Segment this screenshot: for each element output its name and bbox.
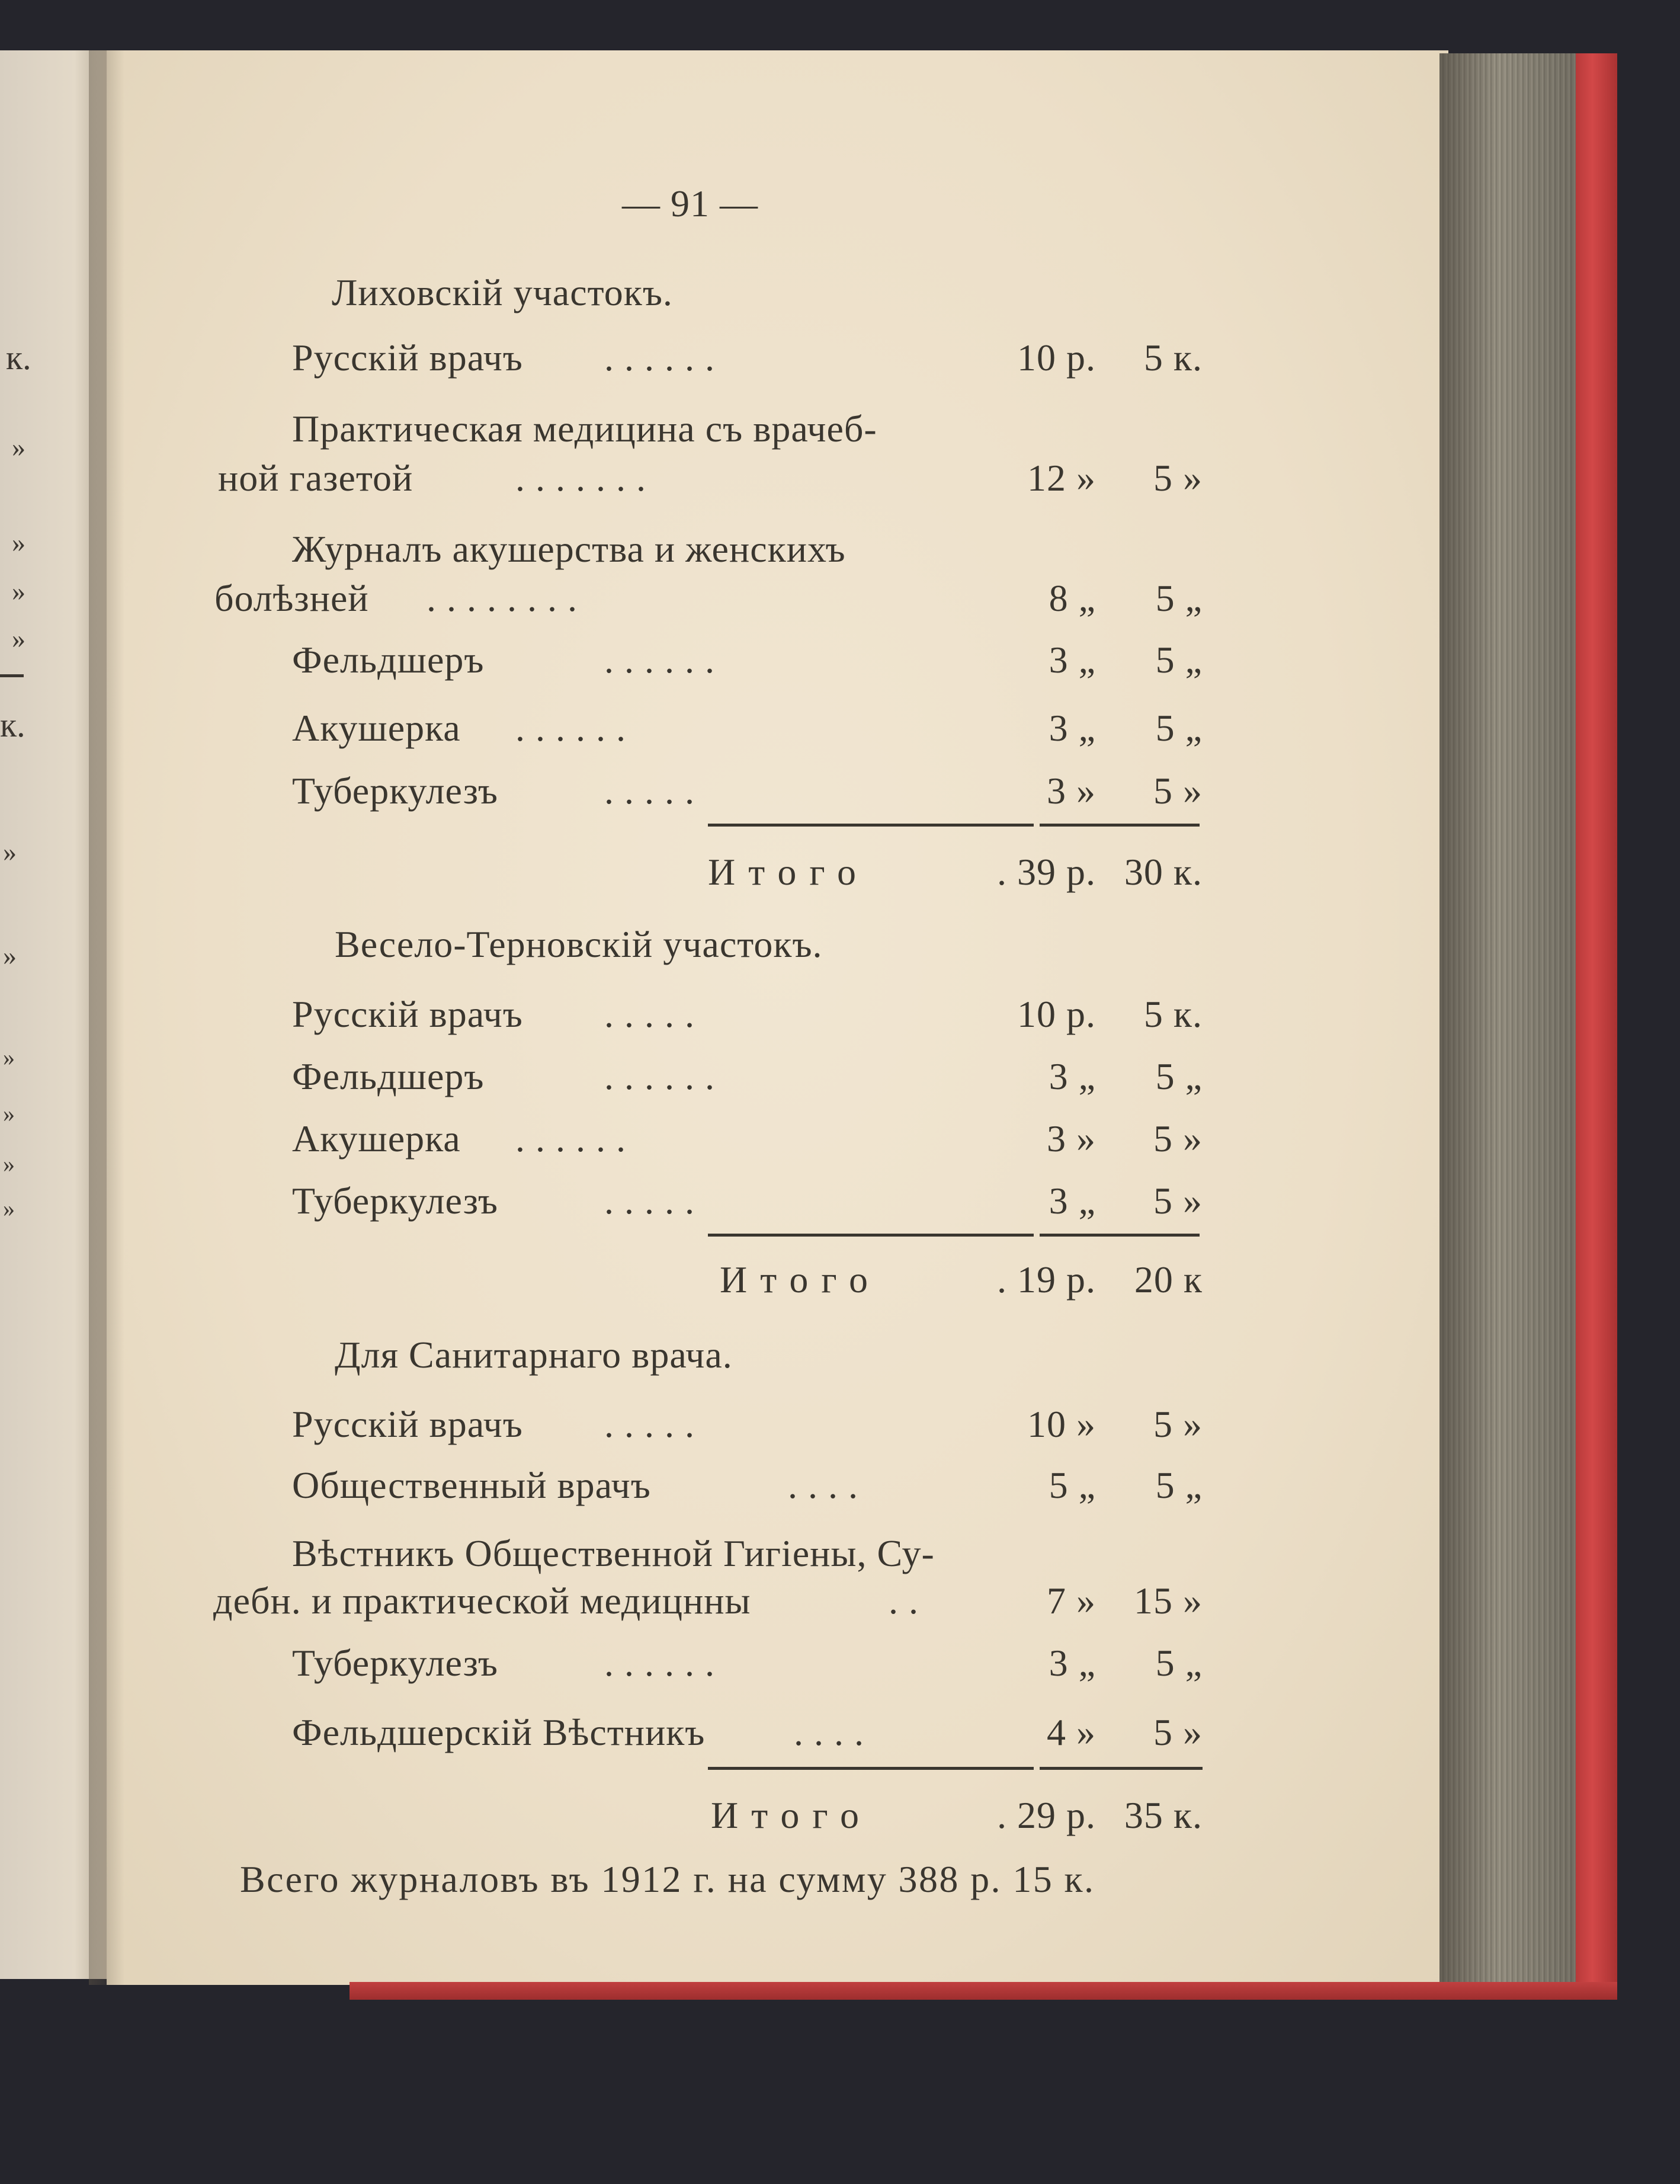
- total-label: Итого: [720, 1258, 881, 1301]
- page-edges-shade: [1439, 53, 1588, 1982]
- kopecks: 5 »: [1153, 457, 1203, 499]
- leader-dots: . . . .: [794, 1711, 864, 1753]
- leader-dots: . . . .: [788, 1464, 858, 1506]
- rubles: 10 »: [1027, 1403, 1096, 1445]
- sum-rule: [1040, 1767, 1203, 1770]
- item-name: Туберкулезъ: [292, 1642, 498, 1684]
- item-name: Русскій врачъ: [292, 1403, 523, 1445]
- rubles: 3 „: [1049, 1055, 1096, 1097]
- left-margin-mark: »: [3, 1151, 15, 1177]
- rubles: 3 »: [1047, 770, 1096, 812]
- item-name: Общественный врачъ: [292, 1464, 651, 1506]
- kopecks: 5 „: [1155, 1055, 1203, 1097]
- sum-rule: [1040, 824, 1200, 827]
- item-name: Акушерка: [292, 707, 461, 749]
- item-name: дебн. и практической медицнны: [213, 1580, 751, 1622]
- leader-dots: . . . . . .: [604, 1642, 715, 1684]
- item-name: Акушерка: [292, 1117, 461, 1160]
- left-margin-rule: [0, 674, 24, 677]
- item-name: Туберкулезъ: [292, 1180, 498, 1222]
- item-name: Фельдшеръ: [292, 1055, 485, 1097]
- kopecks: 5 „: [1155, 577, 1203, 619]
- red-cover-bottom: [350, 1982, 1617, 2000]
- kopecks: 5 »: [1153, 1711, 1203, 1753]
- rubles: 3 „: [1049, 639, 1096, 681]
- grand-total: Всего журналовъ въ 1912 г. на сумму 388 р. 15 к.: [240, 1858, 1095, 1900]
- total-label: Итого: [711, 1794, 872, 1836]
- rubles: 10 р.: [1017, 993, 1096, 1035]
- kopecks: 5 »: [1153, 1180, 1203, 1222]
- total-rubles: . 29 р.: [997, 1794, 1096, 1836]
- item-name: ной газетой: [218, 457, 413, 499]
- sum-rule: [708, 1234, 1034, 1237]
- left-margin-mark: »: [12, 527, 25, 558]
- leader-dots: . . . . . . . .: [427, 577, 578, 619]
- rubles: 7 »: [1047, 1580, 1096, 1622]
- rubles: 3 „: [1049, 1180, 1096, 1222]
- leader-dots: . . . . . .: [515, 1117, 626, 1160]
- kopecks: 5 „: [1155, 1464, 1203, 1506]
- leader-dots: . . . . . .: [604, 1055, 715, 1097]
- left-margin-mark: »: [3, 837, 17, 867]
- sum-rule: [708, 824, 1034, 827]
- sum-rule: [708, 1767, 1034, 1770]
- total-kopecks: 20 к: [1134, 1258, 1203, 1301]
- item-name-line: Вѣстникъ Общественной Гигіены, Су-: [292, 1532, 935, 1574]
- leader-dots: . . . . .: [604, 1180, 695, 1222]
- leader-dots: . .: [889, 1580, 919, 1622]
- total-rubles: . 39 р.: [997, 851, 1096, 893]
- left-margin-mark: »: [12, 576, 25, 606]
- kopecks: 5 „: [1155, 1642, 1203, 1684]
- left-margin-mark: »: [12, 623, 25, 654]
- leader-dots: . . . . . .: [604, 639, 715, 681]
- item-name: Фельдшеръ: [292, 639, 485, 681]
- item-name: Фельдшерскій Вѣстникъ: [292, 1711, 706, 1753]
- kopecks: 5 к.: [1143, 993, 1203, 1035]
- left-margin-mark: к.: [6, 338, 31, 377]
- section-heading: Для Санитарнаго врача.: [335, 1334, 733, 1376]
- rubles: 3 „: [1049, 1642, 1096, 1684]
- rubles: 3 »: [1047, 1117, 1096, 1160]
- leader-dots: . . . . . . .: [515, 457, 646, 499]
- left-margin-mark: »: [3, 1100, 15, 1127]
- total-rubles: . 19 р.: [997, 1258, 1096, 1301]
- leader-dots: . . . . .: [604, 770, 695, 812]
- rubles: 8 „: [1049, 577, 1096, 619]
- kopecks: 5 „: [1155, 707, 1203, 749]
- leader-dots: . . . . .: [604, 993, 695, 1035]
- kopecks: 5 к.: [1143, 337, 1203, 379]
- kopecks: 5 „: [1155, 639, 1203, 681]
- item-name-line: Практическая медицина съ врачеб-: [292, 408, 877, 450]
- leader-dots: . . . . . .: [515, 707, 626, 749]
- left-margin-mark: к.: [0, 706, 25, 744]
- rubles: 4 »: [1047, 1711, 1096, 1753]
- item-name: Русскій врачъ: [292, 337, 523, 379]
- left-margin-mark: »: [3, 940, 17, 971]
- left-margin-mark: »: [3, 1195, 15, 1222]
- page-number: — 91 —: [622, 182, 758, 225]
- total-kopecks: 35 к.: [1124, 1794, 1203, 1836]
- total-label: Итого: [708, 851, 869, 893]
- item-name-line: Журналъ акушерства и женскихъ: [292, 528, 846, 570]
- red-cover-edge: [1576, 53, 1617, 1991]
- kopecks: 15 »: [1134, 1580, 1203, 1622]
- section-heading: Весело-Терновскій участокъ.: [335, 923, 823, 965]
- left-margin-mark: »: [3, 1044, 15, 1071]
- leader-dots: . . . . . .: [604, 337, 715, 379]
- item-name: Русскій врачъ: [292, 993, 523, 1035]
- kopecks: 5 »: [1153, 1403, 1203, 1445]
- rubles: 3 „: [1049, 707, 1096, 749]
- rubles: 10 р.: [1017, 337, 1096, 379]
- kopecks: 5 »: [1153, 1117, 1203, 1160]
- item-name: болѣзней: [214, 577, 369, 619]
- left-margin-mark: »: [12, 432, 25, 462]
- item-name: Туберкулезъ: [292, 770, 498, 812]
- kopecks: 5 »: [1153, 770, 1203, 812]
- section-heading: Лиховскій участокъ.: [332, 271, 673, 313]
- gutter-shadow: [89, 50, 124, 1985]
- sum-rule: [1040, 1234, 1200, 1237]
- rubles: 5 „: [1049, 1464, 1096, 1506]
- total-kopecks: 30 к.: [1124, 851, 1203, 893]
- leader-dots: . . . . .: [604, 1403, 695, 1445]
- rubles: 12 »: [1027, 457, 1096, 499]
